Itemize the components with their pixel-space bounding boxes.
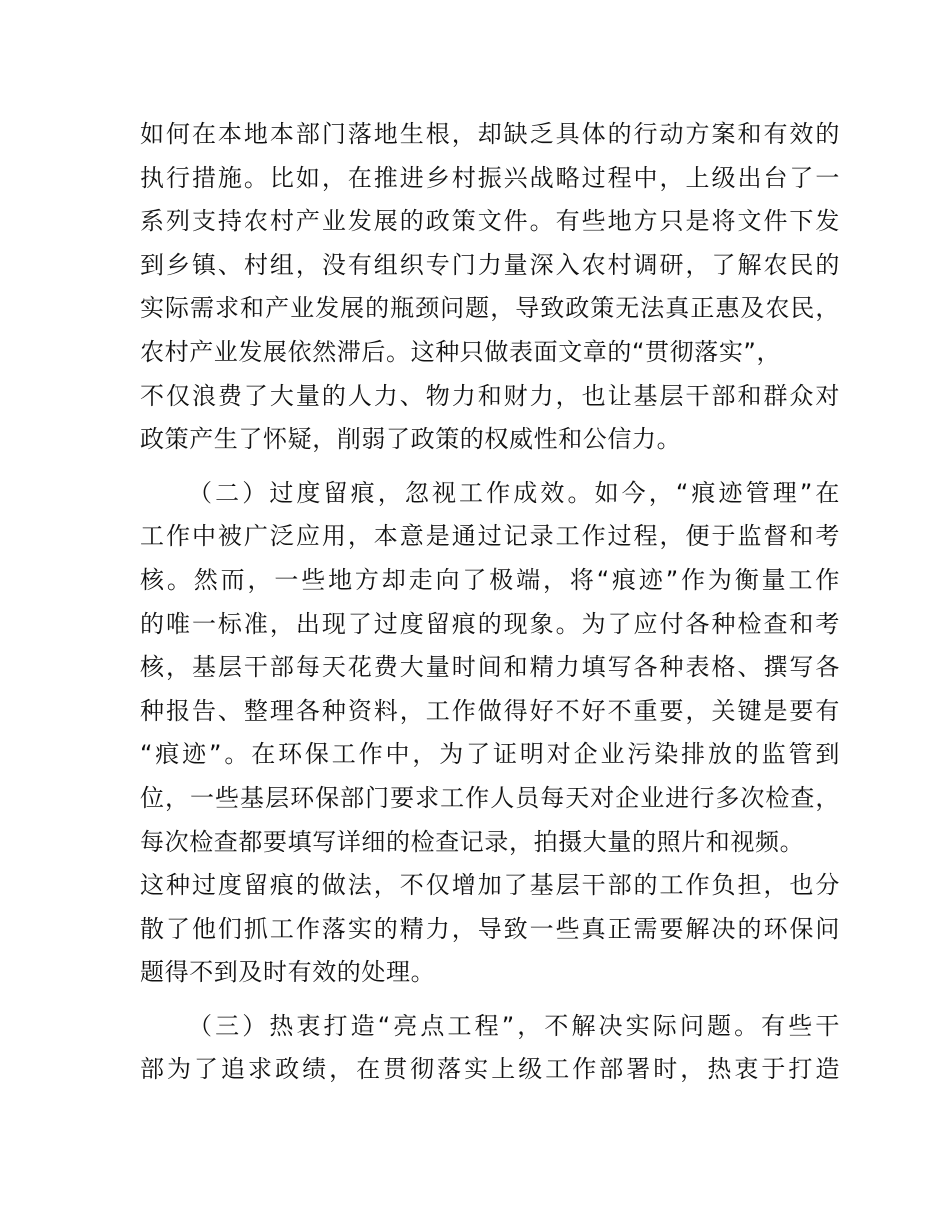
- text-line: 每次检查都要填写详细的检查记录，拍摄大量的照片和视频。: [140, 827, 805, 856]
- text-line: 散了他们抓工作落实的精力，导致一些真正需要解决的环保问: [140, 914, 840, 943]
- text-line: 部为了追求政绩，在贯彻落实上级工作部署时，热衷于打造: [140, 1055, 840, 1084]
- paragraph-spacer: [140, 462, 840, 472]
- paragraph-spacer: [140, 995, 840, 1005]
- text-line: 实际需求和产业发展的瓶颈问题，导致政策无法真正惠及农民，: [140, 294, 840, 323]
- text-line: 到乡镇、村组，没有组织专门力量深入农村调研，了解农民的: [140, 250, 840, 279]
- text-line: 农村产业发展依然滞后。这种只做表面文章的“贯彻落实”，: [140, 337, 782, 366]
- text-line: 这种过度留痕的做法，不仅增加了基层干部的工作负担，也分: [140, 871, 840, 900]
- text-line: 题得不到及时有效的处理。: [140, 958, 436, 987]
- text-line: （二）过度留痕，忽视工作成效。如今，“痕迹管理”在: [188, 478, 840, 507]
- text-line: 执行措施。比如，在推进乡村振兴战略过程中，上级出台了一: [140, 163, 840, 192]
- text-line: 位，一些基层环保部门要求工作人员每天对企业进行多次检查，: [140, 783, 840, 812]
- document-body: [140, 113, 840, 1092]
- text-line: 政策产生了怀疑，削弱了政策的权威性和公信力。: [140, 425, 682, 454]
- text-line: 系列支持农村产业发展的政策文件。有些地方只是将文件下发: [140, 207, 840, 236]
- text-line: 核，基层干部每天花费大量时间和精力填写各种表格、撰写各: [140, 653, 840, 682]
- text-line: 核。然而，一些地方却走向了极端，将“痕迹”作为衡量工作: [140, 565, 840, 594]
- text-line: “痕迹”。在环保工作中，为了证明对企业污染排放的监管到: [140, 740, 840, 769]
- text-line: 工作中被广泛应用，本意是通过记录工作过程，便于监督和考: [140, 522, 840, 551]
- text-line: （三）热衷打造“亮点工程”，不解决实际问题。有些干: [188, 1011, 840, 1040]
- paragraph-1: [140, 113, 840, 462]
- paragraph-2: [140, 472, 840, 995]
- text-line: 种报告、整理各种资料，工作做得好不好不重要，关键是要有: [140, 696, 840, 725]
- paragraph-3: [140, 1005, 840, 1092]
- text-line: 不仅浪费了大量的人力、物力和财力，也让基层干部和群众对: [140, 381, 840, 410]
- text-line: 的唯一标准，出现了过度留痕的现象。为了应付各种检查和考: [140, 609, 840, 638]
- text-line: 如何在本地本部门落地生根，却缺乏具体的行动方案和有效的: [140, 120, 840, 148]
